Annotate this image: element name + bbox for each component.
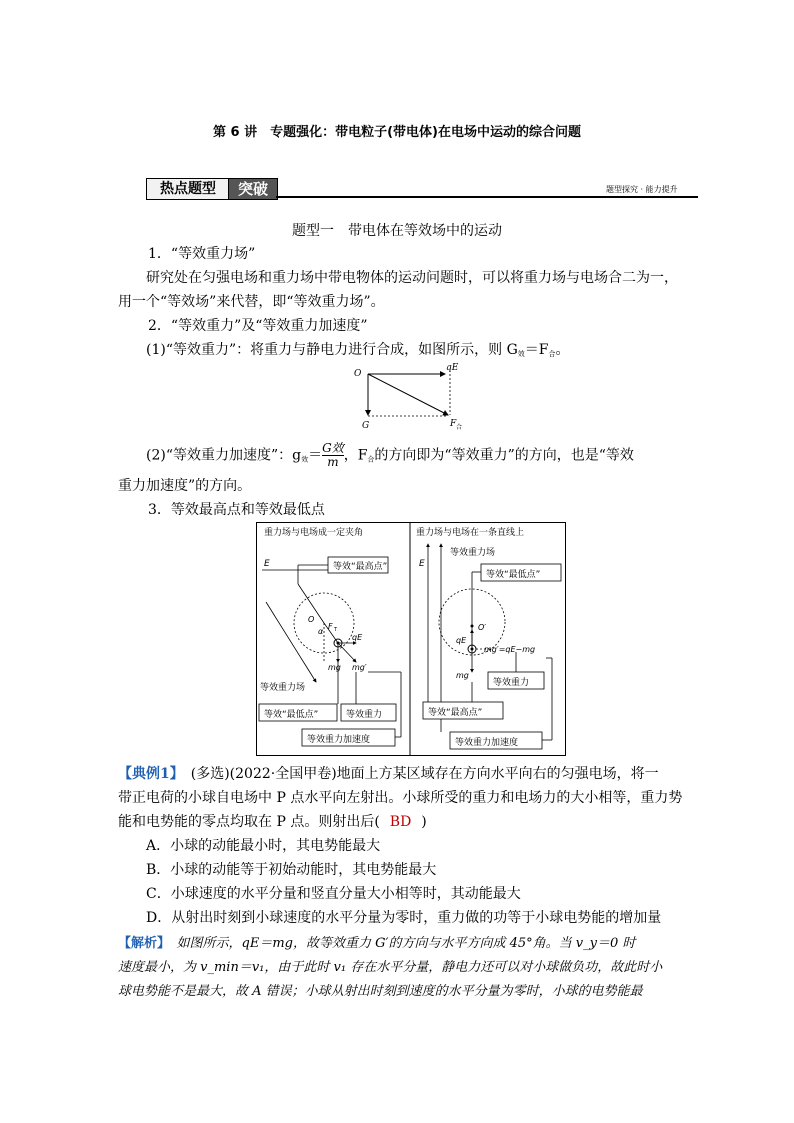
label-o: O <box>354 369 362 379</box>
label-f-sub: 合 <box>456 424 463 431</box>
item1-heading: 1．“等效重力场” <box>148 246 256 262</box>
box-g-left-text: 等效重力 <box>346 710 383 720</box>
center-right <box>471 625 474 628</box>
solution-line1 <box>118 932 688 956</box>
p1-sub2: 合 <box>548 350 556 358</box>
f-arrow <box>368 374 448 415</box>
right-panel-title: 重力场与电场在一条直线上 <box>416 528 525 538</box>
solution-line3: 球电势能不是最大，故 A 错误；小球从射出时刻到速度的水平分量为零时，小球的电势能最 <box>118 984 643 999</box>
example-line2: 带正电荷的小球自电场中 P 点水平向左射出。小球所受的重力和电场力的大小相等，重力势 <box>118 790 683 806</box>
ft-sub: T <box>334 627 338 633</box>
o-label-right: O′ <box>478 623 487 632</box>
o-label-left: O <box>308 615 315 624</box>
mgp-arrow-left <box>338 643 356 662</box>
example-line3 <box>118 810 678 834</box>
qe-label-right: qE <box>456 636 467 645</box>
box-high-left-text: 等效“最高点” <box>333 562 388 572</box>
example-tag: 【典例1】 <box>118 766 177 782</box>
banner-note: 题型探究 · 能力提升 <box>606 185 678 194</box>
label-qe: qE <box>446 363 459 373</box>
example-line3-close: ) <box>421 814 427 830</box>
option-d: D．从射出时刻到小球速度的水平分量为零时，重力做的功等于小球电势能的增加量 <box>146 910 662 926</box>
p2-text-b: ，F <box>343 447 368 464</box>
item2-p2-cont: 重力加速度”的方向。 <box>118 478 252 494</box>
box-acc-left-text: 等效重力加速度 <box>307 735 371 745</box>
p1-text-a: (1)“等效重力”：将重力与静电力进行合成，如图所示，则 G <box>146 342 518 358</box>
example-answer: BD <box>389 814 412 830</box>
example-line3-text: 能和电势能的零点均取在 P 点。则射出后( <box>118 814 380 830</box>
p1-text-c: 。 <box>555 342 570 358</box>
e-label-right: E <box>419 559 425 569</box>
left-panel-title: 重力场与电场成一定夹角 <box>264 528 364 538</box>
p2-frac-num: G效 <box>322 441 344 455</box>
p1-sub1: 效 <box>517 350 525 358</box>
banner-left-label: 热点题型 <box>146 178 230 200</box>
p2-sub: 效 <box>301 455 309 464</box>
p2-fraction <box>322 442 344 469</box>
qe-label-left: qE <box>352 633 363 642</box>
field-arrow-left <box>266 602 316 682</box>
item1-line2: 用一个“等效场”来代替，即“等效重力场”。 <box>118 294 385 310</box>
example-line1 <box>118 762 688 786</box>
p1-text-b: ＝F <box>524 342 549 358</box>
banner-rule <box>276 196 698 198</box>
banner-right-label: 突破 <box>228 178 278 200</box>
item2-heading: 2．“等效重力”及“等效重力加速度” <box>148 318 368 334</box>
p2-text-a: (2)“等效重力加速度”：g <box>146 447 302 464</box>
solution-tag: 【解析】 <box>118 936 164 951</box>
field-label-right: 等效重力场 <box>450 548 496 558</box>
box-low-left-text: 等效“最低点” <box>264 710 319 720</box>
example-line1-text: (多选)(2022·全国甲卷)地面上方某区域存在方向水平向右的匀强电场，将一 <box>176 766 659 782</box>
solution-line2: 速度最小，为 v_min＝v₁，由于此时 v₁ 存在水平分量，静电力还可以对小球做负功，故此时小 <box>118 960 663 975</box>
option-b: B．小球的动能等于初始动能时，其电势能最大 <box>146 862 437 878</box>
mgp-label-right: mg′=qE−mg <box>484 645 536 654</box>
p2-text-c: 的方向即为“等效重力”的方向，也是“等效 <box>374 447 634 464</box>
mgp-label-left: mg′ <box>352 663 367 672</box>
page-title: 第 6 讲 专题强化：带电粒子(带电体)在电场中运动的综合问题 <box>213 125 581 140</box>
box-low-right-text: 等效“最低点” <box>486 570 541 580</box>
mg-label-right: mg <box>456 671 469 680</box>
item1-line1: 研究处在匀强电场和重力场中带电物体的运动问题时，可以将重力场与电场合二为一， <box>146 270 678 286</box>
solution-line1-text: 如图所示，qE＝mg，故等效重力 G′的方向与水平方向成 45°角。当 v_y＝0 时 <box>163 936 636 951</box>
e-label-left: E <box>264 559 270 569</box>
field-label-left: 等效重力场 <box>260 683 306 693</box>
ft-label: F <box>328 622 333 631</box>
box-g-right-text: 等效重力 <box>493 678 530 688</box>
alpha-label: α <box>318 627 324 636</box>
option-c: C．小球速度的水平分量和竖直分量大小相等时，其动能最大 <box>146 886 521 902</box>
mg-label-left: mg <box>328 663 341 672</box>
force-diagram <box>350 360 470 432</box>
label-g: G <box>362 421 370 431</box>
box-acc-right-text: 等效重力加速度 <box>455 738 519 748</box>
p2-sub2: 合 <box>367 455 375 464</box>
item3-heading: 3．等效最高点和等效最低点 <box>148 502 325 518</box>
option-a: A．小球的动能最小时，其电势能最大 <box>146 838 381 854</box>
section-banner <box>146 178 276 200</box>
item2-p2: (2)“等效重力加速度”：$g_效=$ G效 m ，$F_合$的方向即为“等效重力”的方向，也是“等效 <box>146 441 634 469</box>
section-heading: 题型一 带电体在等效场中的运动 <box>292 223 502 239</box>
equivalent-field-diagram <box>256 522 566 756</box>
box-high-right-text: 等效“最高点” <box>428 708 483 718</box>
label-f: F <box>450 419 457 429</box>
p2-frac-den: m <box>327 455 339 469</box>
